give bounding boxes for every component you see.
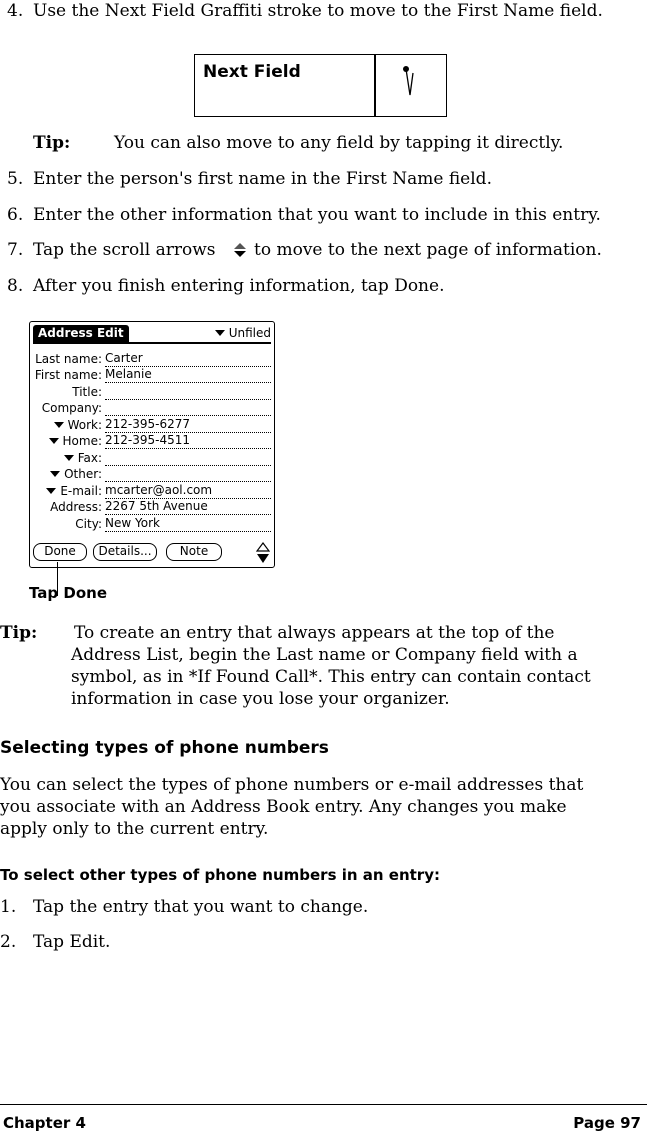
field-row-email[interactable] [30,483,276,499]
callout-label: Tap Done [29,584,107,602]
field-row-city[interactable] [30,516,276,532]
tip-text: You can also move to any field by tapping it directly. [114,133,564,153]
category-value: Unfiled [228,326,271,340]
tip-line: symbol, as in *If Found Call*. This entry can contain contact [71,667,591,687]
footer-rule [0,1104,647,1105]
field-value[interactable] [105,466,271,482]
dropdown-triangle-icon [215,330,225,336]
phone-type-picker[interactable] [46,483,102,499]
field-value[interactable]: New York [105,516,271,532]
phone-type-picker[interactable] [64,450,102,466]
step-text: Tap the entry that you want to change. [33,897,369,917]
step-text-after: to move to the next page of information. [254,240,602,260]
dropdown-triangle-icon [49,438,59,444]
step-number: 4. [7,1,24,21]
scroll-arrows-icon[interactable] [256,542,270,564]
field-label: City: [75,517,102,531]
field-label: Other: [64,467,102,481]
tip-line: To create an entry that always appears at the top of the [74,623,555,643]
step-number: 6. [7,205,24,225]
table-divider [374,55,376,116]
phone-type-picker[interactable] [54,417,102,433]
tip-label: Tip: [0,623,38,643]
step-text-before: Tap the scroll arrows [33,240,216,260]
field-row-work[interactable] [30,417,276,433]
section-heading: Selecting types of phone numbers [0,738,329,758]
step-text: After you finish entering information, tap Done. [33,276,445,296]
field-row-title[interactable] [30,384,276,400]
dropdown-triangle-icon [50,471,60,477]
tip-line: information in case you lose your organizer. [71,689,450,709]
field-row-home[interactable] [30,433,276,449]
field-label: First name: [34,368,102,382]
field-row-fax[interactable] [30,450,276,466]
dropdown-triangle-icon [46,488,56,494]
graffiti-label: Next Field [203,62,301,82]
tip-label: Tip: [33,133,71,153]
field-value[interactable]: mcarter@aol.com [105,483,271,499]
step-number: 2. [0,932,17,952]
paragraph-line: apply only to the current entry. [0,819,269,839]
field-label: Work: [67,418,102,432]
footer-chapter: Chapter 4 [3,1114,86,1132]
field-label: Last name: [35,352,102,366]
dropdown-triangle-icon [54,422,64,428]
details-button[interactable]: Details... [93,543,157,561]
scroll-arrows-icon [234,243,246,257]
field-row-other[interactable] [30,466,276,482]
field-value[interactable]: Carter [105,351,271,367]
dropdown-triangle-icon [64,455,74,461]
field-value[interactable]: 2267 5th Avenue [105,499,271,515]
phone-type-picker[interactable] [50,466,102,482]
address-edit-screen [29,321,275,568]
step-number: 8. [7,276,24,296]
field-label: Address: [50,500,102,514]
field-label: Fax: [77,451,102,465]
step-text: Enter the other information that you want to include in this entry. [33,205,601,225]
paragraph-line: you associate with an Address Book entry. Any changes you make [0,797,567,817]
category-picker[interactable] [215,325,271,342]
field-value[interactable] [105,450,271,466]
title-bar [33,325,271,344]
footer-page: Page 97 [573,1114,641,1132]
field-value[interactable] [105,400,271,416]
step-text: Use the Next Field Graffiti stroke to move to the First Name field. [33,1,603,21]
phone-type-picker[interactable] [49,433,102,449]
paragraph-line: You can select the types of phone numbers or e-mail addresses that [0,775,584,795]
field-value[interactable] [105,384,271,400]
field-label: Title: [72,385,102,399]
field-row-company[interactable] [30,400,276,416]
tip-line: Address List, begin the Last name or Company field with a [71,645,578,665]
field-value[interactable]: Melanie [105,367,271,383]
field-label: E-mail: [60,484,102,498]
step-text: Tap Edit. [33,932,111,952]
note-button[interactable]: Note [166,543,222,561]
field-row-first-name[interactable] [30,367,276,383]
step-number: 1. [0,897,17,917]
graffiti-stroke-table [194,54,447,117]
field-row-last-name[interactable] [30,351,276,367]
field-value[interactable]: 212-395-6277 [105,417,271,433]
screen-title: Address Edit [33,325,129,342]
paragraph [0,774,647,840]
field-label: Company: [41,401,102,415]
field-row-address[interactable] [30,499,276,515]
done-button[interactable]: Done [33,543,87,561]
step-text: Enter the person's first name in the First Name field. [33,169,492,189]
procedure-heading: To select other types of phone numbers in an entry: [0,866,440,884]
field-label: Home: [62,434,102,448]
field-value[interactable]: 212-395-4511 [105,433,271,449]
graffiti-next-field-stroke-icon [400,65,420,99]
step-number: 5. [7,169,24,189]
step-number: 7. [7,240,24,260]
